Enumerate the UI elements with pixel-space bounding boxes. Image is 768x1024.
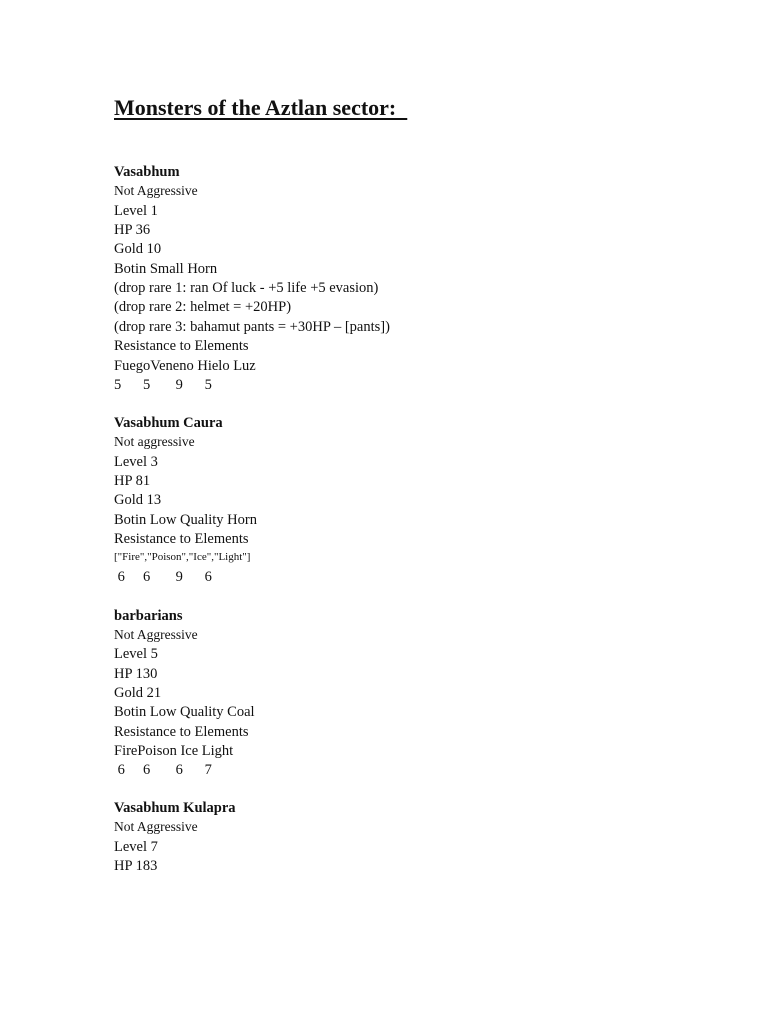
monster-aggression: Not Aggressive <box>114 819 198 834</box>
monster-loot: Botin Low Quality Coal <box>114 704 255 720</box>
resistance-values: 6 6 6 7 <box>114 762 212 778</box>
monster-aggression: Not aggressive <box>114 434 195 449</box>
monster-level: Level 5 <box>114 646 158 662</box>
resistance-heading: Resistance to Elements <box>114 724 249 740</box>
monster-level: Level 3 <box>114 454 158 470</box>
monster-name: Vasabhum <box>114 164 180 180</box>
monster-name: barbarians <box>114 608 183 624</box>
monster-level: Level 1 <box>114 203 158 219</box>
monster-aggression: Not Aggressive <box>114 627 198 642</box>
monster-loot: Botin Small Horn <box>114 261 218 277</box>
monster-drop-rare: (drop rare 1: ran Of luck - +5 life +5 evasion) <box>114 280 379 296</box>
monster-hp: HP 183 <box>114 858 158 874</box>
monster-hp: HP 36 <box>114 222 151 238</box>
monster-level: Level 7 <box>114 839 158 855</box>
monster-gold: Gold 13 <box>114 492 162 508</box>
page-title: Monsters of the Aztlan sector: <box>114 95 408 120</box>
monster-drop-rare: (drop rare 3: bahamut pants = +30HP – [pants]) <box>114 319 390 335</box>
monster-loot: Botin Low Quality Horn <box>114 512 257 528</box>
resistance-heading: Resistance to Elements <box>114 531 249 547</box>
monster-hp: HP 130 <box>114 666 158 682</box>
resistance-values: 6 6 9 6 <box>114 569 212 585</box>
monster-drop-rare: (drop rare 2: helmet = +20HP) <box>114 299 292 315</box>
monster-hp: HP 81 <box>114 473 151 489</box>
resistance-values: 5 5 9 5 <box>114 377 212 393</box>
resistance-elements: ["Fire","Poison","Ice","Light"] <box>114 551 251 563</box>
resistance-elements: FuegoVeneno Hielo Luz <box>114 358 256 374</box>
monster-gold: Gold 21 <box>114 685 162 701</box>
monster-name: Vasabhum Caura <box>114 415 223 431</box>
monster-name: Vasabhum Kulapra <box>114 800 236 816</box>
monster-aggression: Not Aggressive <box>114 183 198 198</box>
monster-gold: Gold 10 <box>114 241 162 257</box>
resistance-elements: FirePoison Ice Light <box>114 743 234 759</box>
resistance-heading: Resistance to Elements <box>114 338 249 354</box>
